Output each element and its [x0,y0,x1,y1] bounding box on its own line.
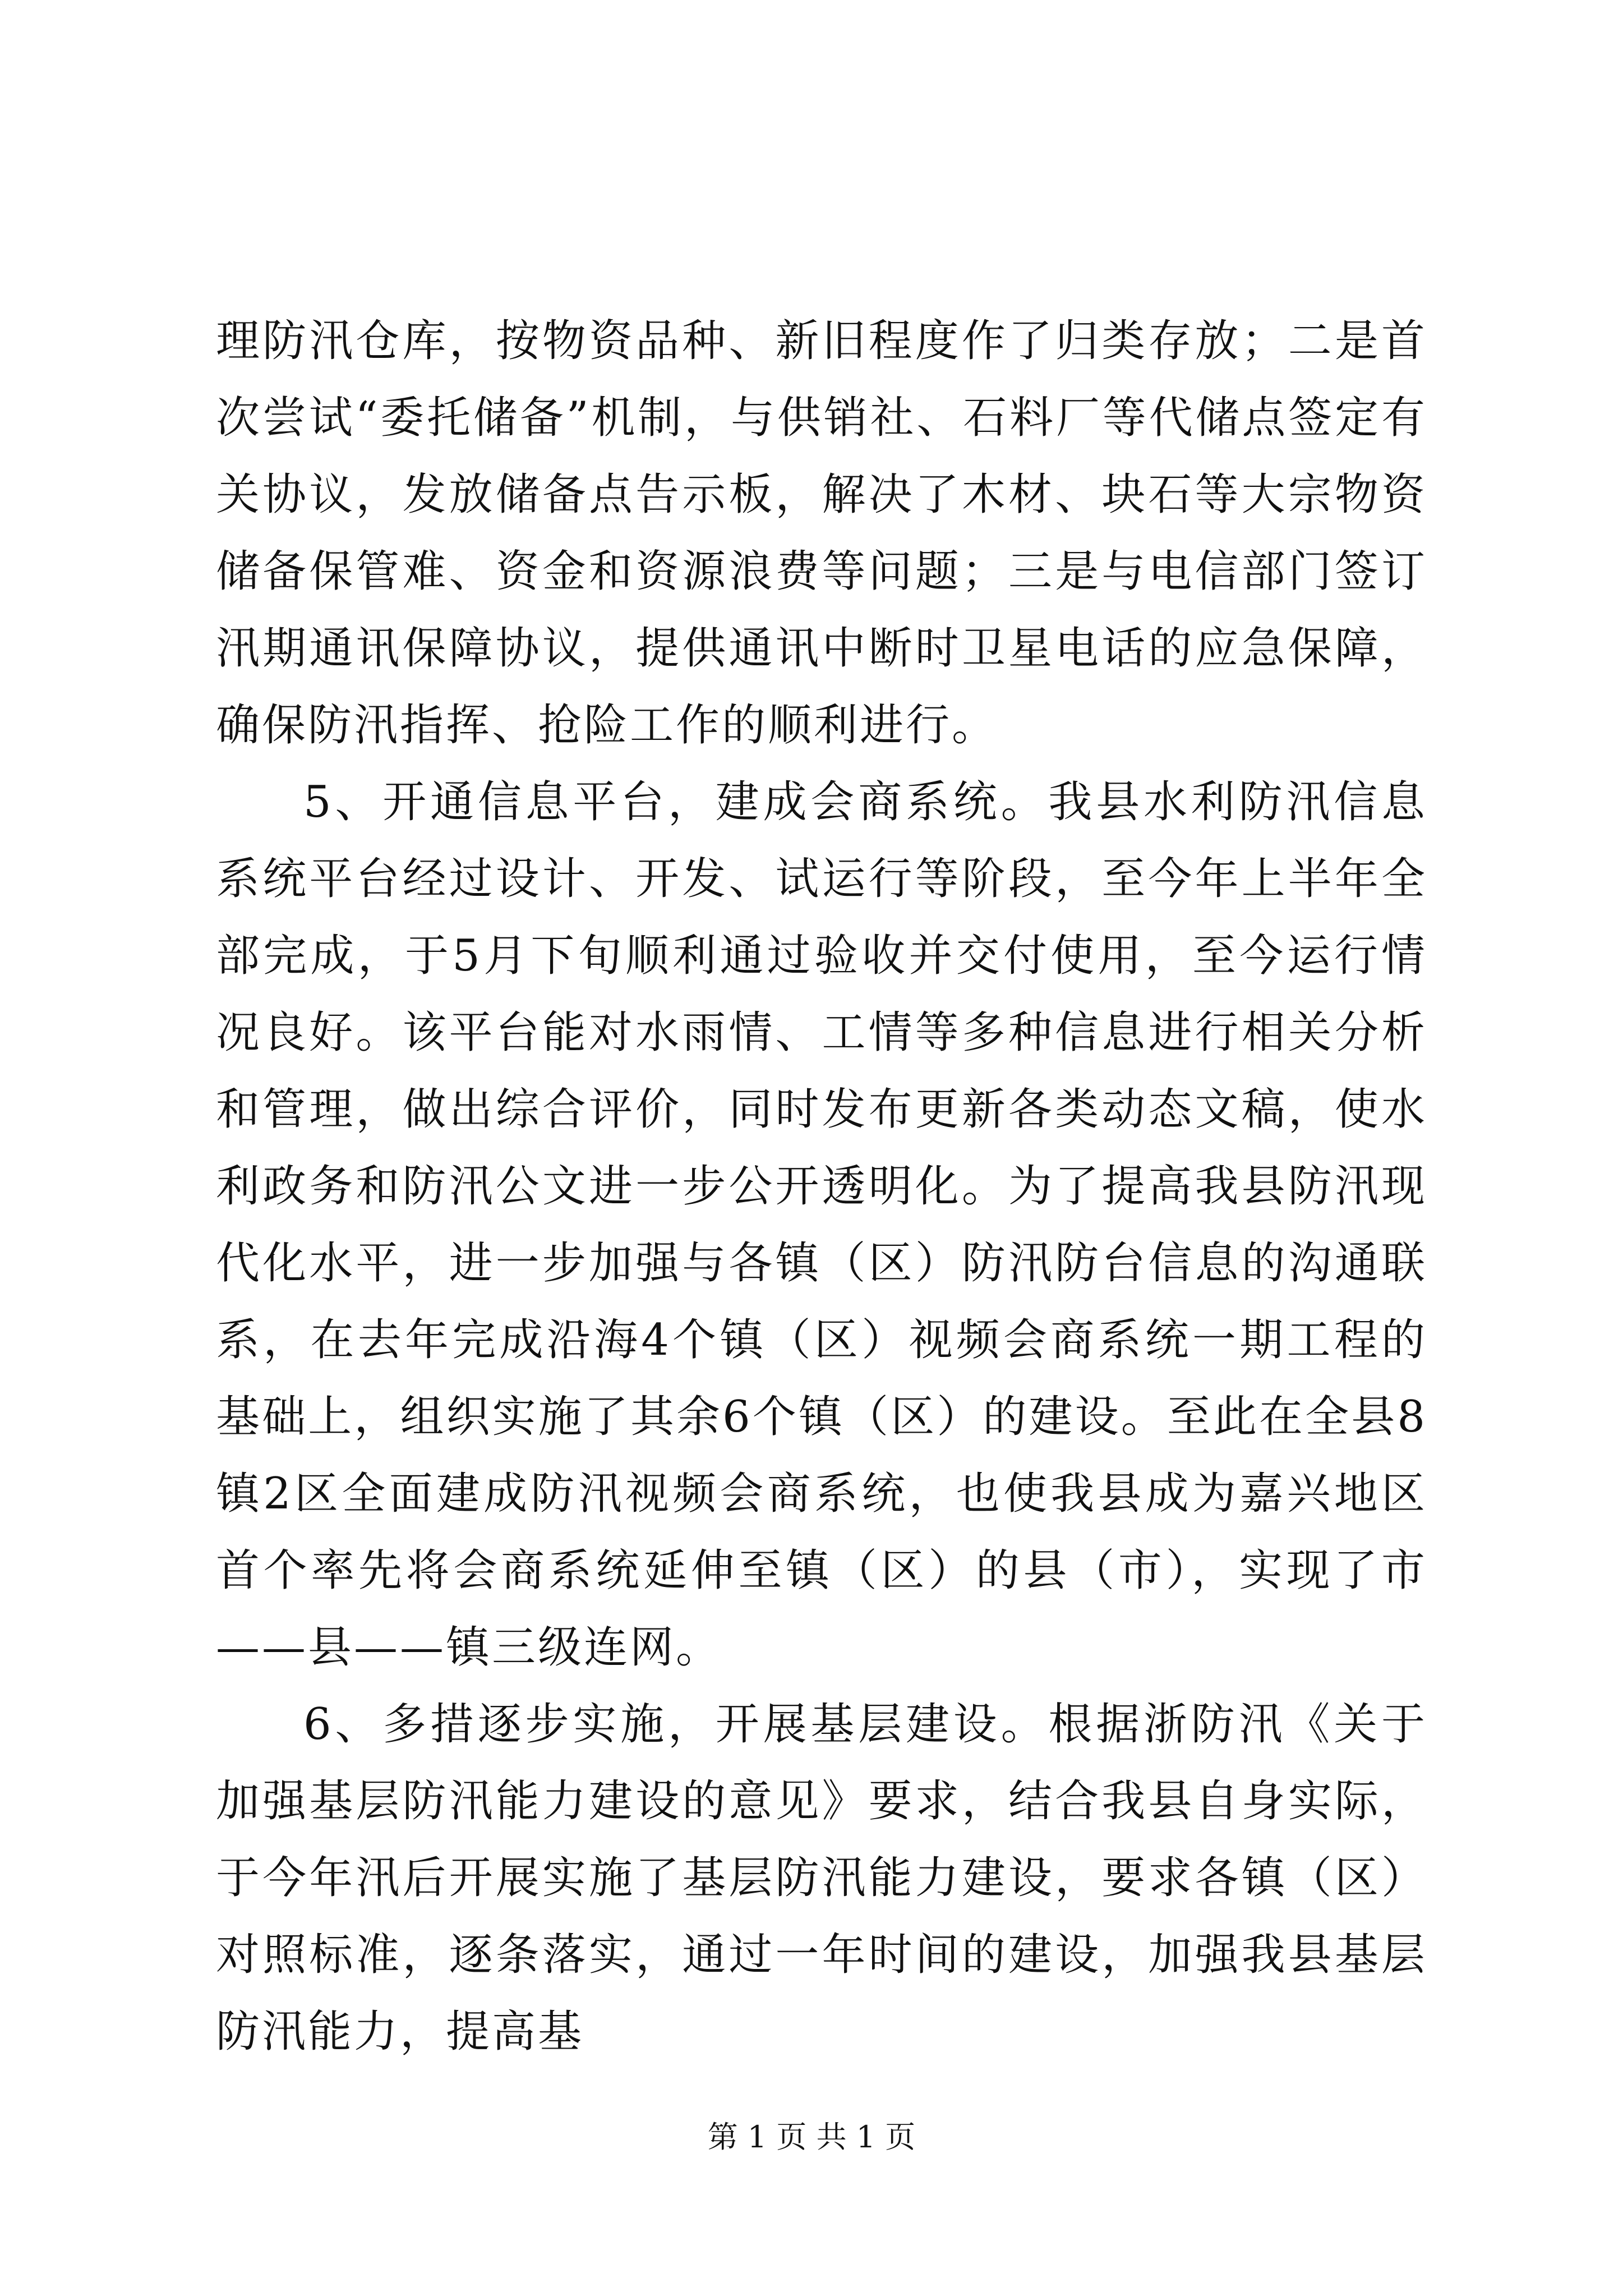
paragraph-item-6: 6、多措逐步实施，开展基层建设。根据浙防汛《关于加强基层防汛能力建设的意见》要求，结合我县自身实际，于今年汛后开展实施了基层防汛能力建设，要求各镇（区）对照标准，逐条落实，通过一年时间的建设，加强我县基层防汛能力，提高基 [216,1699,1427,2057]
page-number-footer: 第 1 页 共 1 页 [707,2119,916,2155]
paragraph-continuation: 理防汛仓库，按物资品种、新旧程度作了归类存放；二是首次尝试“委托储备”机制，与供销社、石料厂等代储点签定有关协议，发放储备点告示板，解决了木材、块石等大宗物资储备保管难、资金和资源浪费等问题；三是与电信部门签订汛期通讯保障协议，提供通讯中断时卫星电话的应急保障，确保防汛指挥、抢险工作的顺利进行。 [216,316,1427,751]
paragraph-item-5: 5、开通信息平台，建成会商系统。我县水利防汛信息系统平台经过设计、开发、试运行等阶段，至今年上半年全部完成，于5月下旬顺利通过验收并交付使用，至今运行情况良好。该平台能对水雨情、工情等多种信息进行相关分析和管理，做出综合评价，同时发布更新各类动态文稿，使水利政务和防汛公文进一步公开透明化。为了提高我县防汛现代化水平，进一步加强与各镇（区）防汛防台信息的沟通联系，在去年完成沿海4个镇（区）视频会商系统一期工程的基础上，组织实施了其余6个镇（区）的建设。至此在全县8镇2区全面建成防汛视频会商系统，也使我县成为嘉兴地区首个率先将会商系统延伸至镇（区）的县（市），实现了市——县——镇三级连网。 [216,777,1427,1673]
document-body [216,303,1427,2070]
